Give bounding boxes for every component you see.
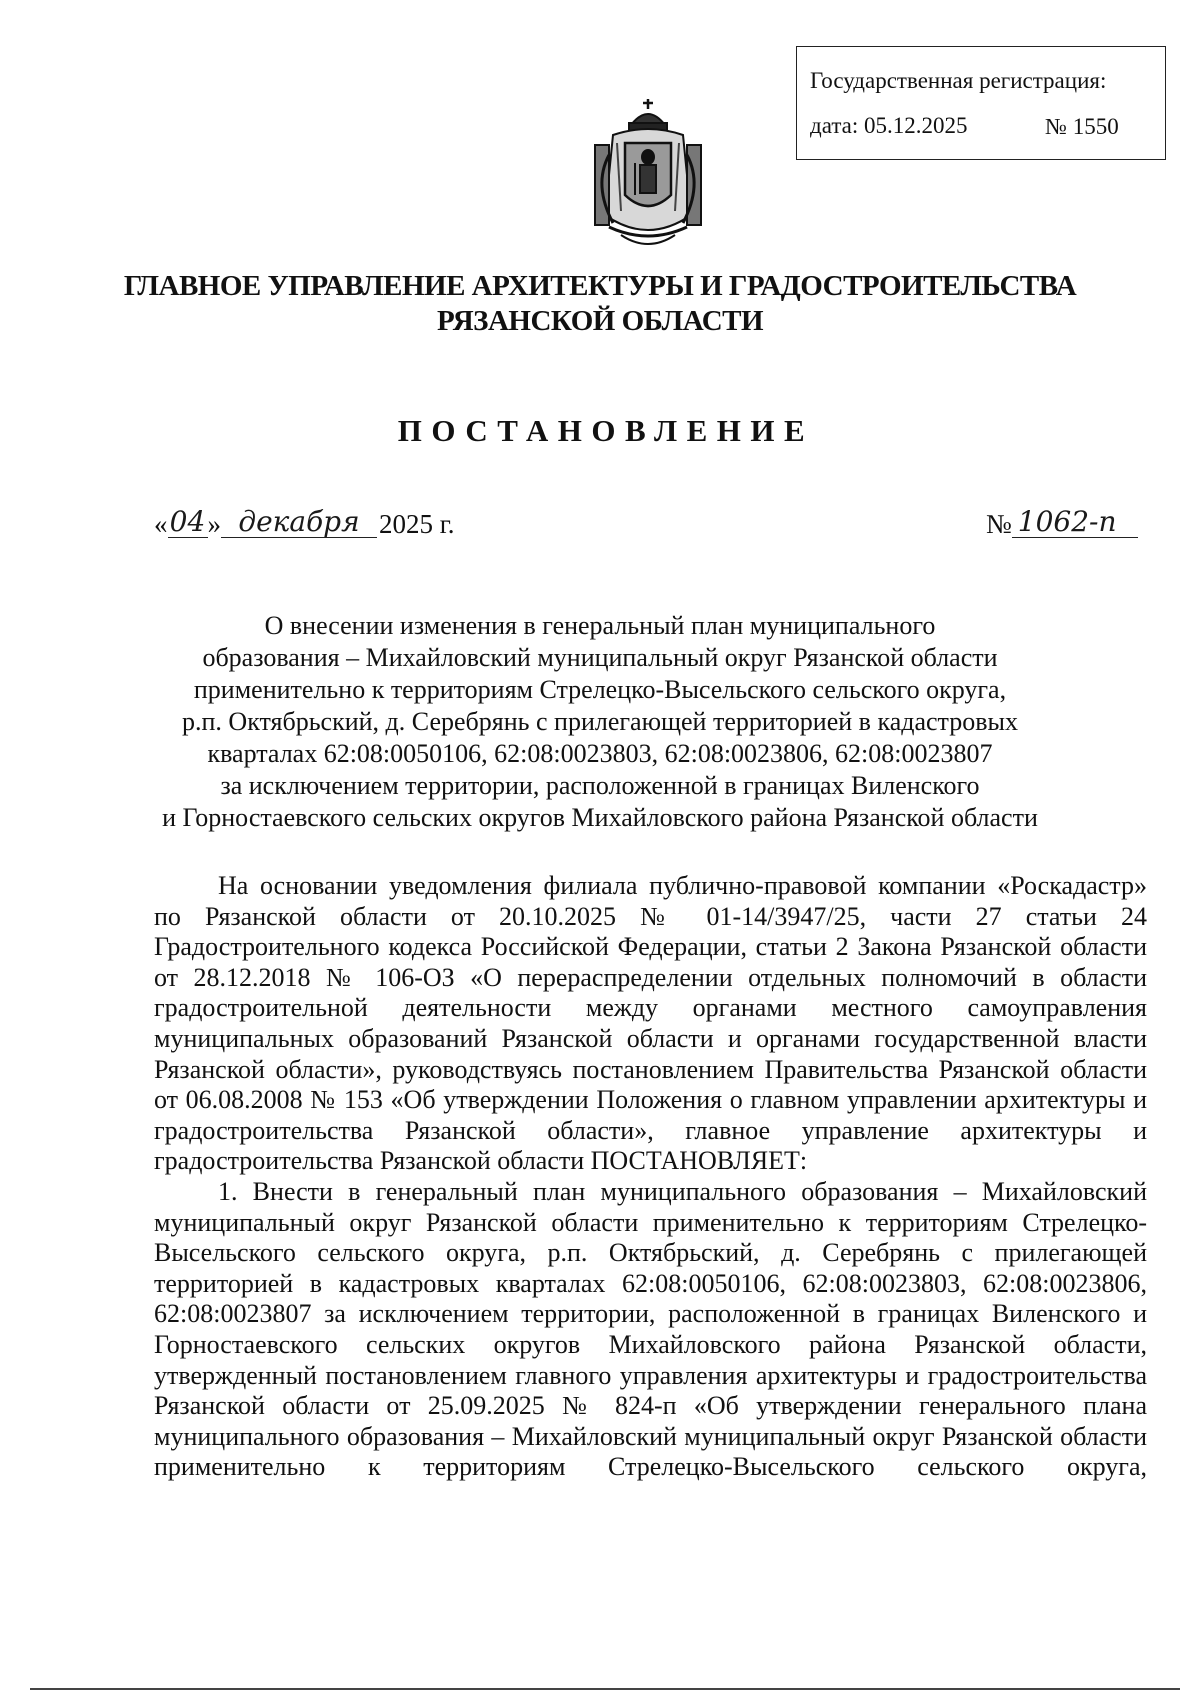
item-1-paragraph: 1. Внести в генеральный план муниципального образования – Михайловский муниципальный округ Рязанской области применительно к территориям Стрелецко-Высельского сельского округа, р.п. Октябрьский, д. Серебрянь с прилегающей территорией в кадастровых кварталах 62:08:0050106, 62:08:0023803, 62:08:0023806, 62:08:0023807 за исключением территории, расположенной в границах Виленского и Горностаевского сельских округов Михайловского района Рязанской области, утвержденный постановлением главного управления архитектуры и градостроительства Рязанской области от 25.09.2025 № 824-п «Об утверждении генерального плана муниципального образования – Михайловский муниципальный округ Рязанской области применительно к территориям Стрелецко-Высельского сельского округа, bbox=[154, 1176, 1147, 1482]
subject-line: р.п. Октябрьский, д. Серебрянь с прилегающей территорией в кадастровых bbox=[182, 707, 1018, 736]
document-date bbox=[154, 505, 455, 539]
date-open-quote: « bbox=[154, 509, 168, 539]
subject-line: О внесении изменения в генеральный план муниципального bbox=[264, 611, 936, 640]
page-bottom-edge bbox=[30, 1688, 1180, 1690]
document-subject bbox=[0, 610, 1200, 834]
number-value-handwritten: 1062-п bbox=[1012, 508, 1138, 538]
subject-line: применительно к территориям Стрелецко-Высельского сельского округа, bbox=[193, 675, 1007, 704]
preamble-paragraph: На основании уведомления филиала публично-правовой компании «Роскадастр» по Рязанской области от 20.10.2025 № 01-14/3947/25, части 27 статьи 24 Градостроительного кодекса Российской Федерации, статьи 2 Закона Рязанской области от 28.12.2018 № 106-ОЗ «О перераспределении отдельных полномочий в области градостроительной деятельности между органами местного самоуправления муниципальных образований Рязанской области и органами государственной власти Рязанской области», руководствуясь постановлением Правительства Рязанской области от 06.08.2008 № 153 «Об утверждении Положения о главном управлении архитектуры и градостроительства Рязанской области», главное управление архитектуры и градостроительства Рязанской области ПОСТАНОВЛЯЕТ: bbox=[154, 871, 1147, 1176]
registration-date: дата: 05.12.2025 bbox=[810, 113, 968, 138]
subject-line: образования – Михайловский муниципальный округ Рязанской области bbox=[202, 643, 998, 672]
registration-number: № 1550 bbox=[1045, 114, 1119, 139]
subject-line: и Горностаевского сельских округов Михайловского района Рязанской области bbox=[162, 803, 1038, 832]
organization-name-line-2: РЯЗАНСКОЙ ОБЛАСТИ bbox=[436, 305, 764, 337]
registration-stamp bbox=[796, 46, 1166, 160]
date-day-handwritten: 04 bbox=[168, 508, 208, 538]
document-body bbox=[154, 871, 1147, 1483]
date-year: 2025 г. bbox=[379, 509, 455, 539]
document-number bbox=[986, 505, 1138, 539]
organization-name-line-1: ГЛАВНОЕ УПРАВЛЕНИЕ АРХИТЕКТУРЫ И ГРАДОСТРОИТЕЛЬСТВА bbox=[123, 270, 1077, 302]
document-type: ПОСТАНОВЛЕНИЕ bbox=[397, 413, 815, 448]
date-close-quote: » bbox=[207, 509, 221, 539]
ryazan-coat-of-arms-icon bbox=[573, 95, 723, 253]
registration-title: Государственная регистрация: bbox=[810, 68, 1107, 93]
date-month-handwritten: декабря bbox=[221, 508, 377, 538]
subject-line: кварталах 62:08:0050106, 62:08:0023803, 62:08:0023806, 62:08:0023807 bbox=[207, 739, 993, 768]
subject-line: за исключением территории, расположенной в границах Виленского bbox=[220, 771, 980, 800]
number-prefix: № bbox=[986, 509, 1012, 539]
